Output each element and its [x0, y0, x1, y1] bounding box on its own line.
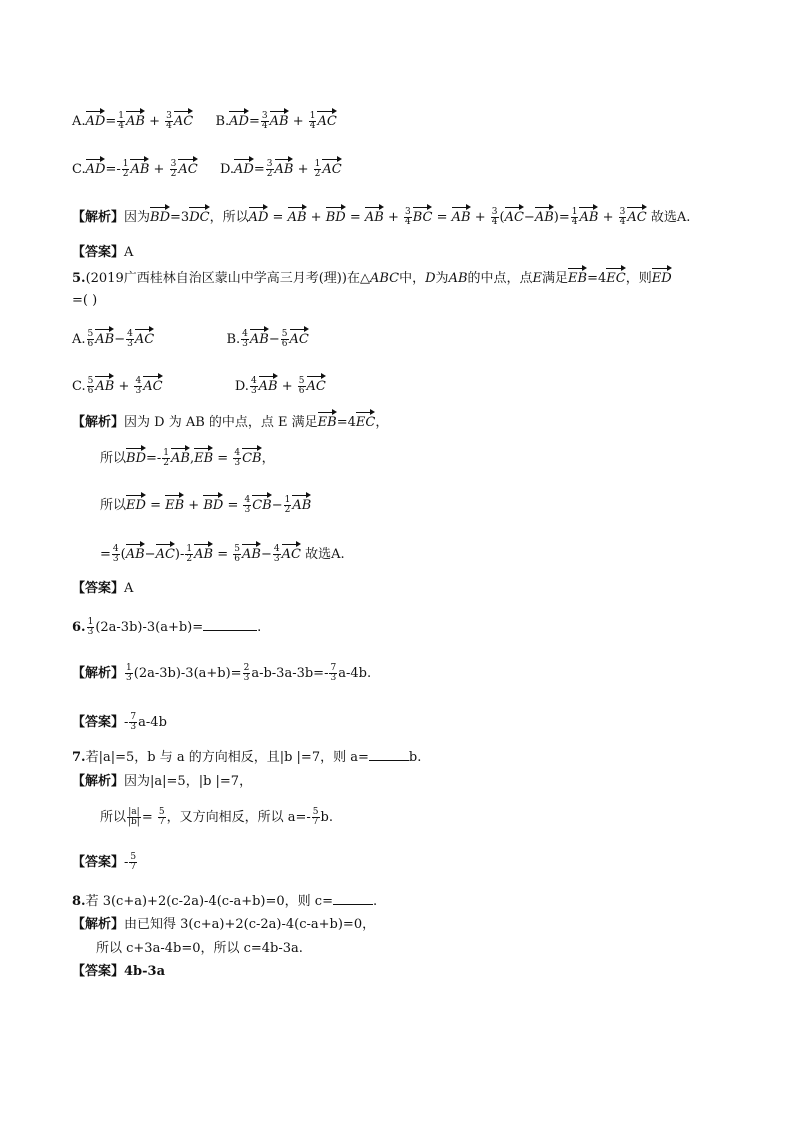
q6-blank[interactable] [203, 618, 257, 631]
q4-options-ab: A.AD= $\frac{1}{4}$ AB + $\frac{3}{4}$ AC B.AD= $\frac{3}{4}$ AB + $\frac{1}{4}$ AC [72, 111, 337, 131]
q5-stem-tail: =( ) [72, 293, 98, 308]
q5-analysis-1: 【解析】因为 D 为 AB 的中点，点 E 满足EB=4EC， [72, 411, 388, 432]
q8-stem: 8.若 3(c+a)+2(c-2a)-4(c-a+b)=0，则 c= . [72, 894, 378, 909]
q4-opt-a-label: A. [72, 114, 86, 129]
q8-analysis-1: 【解析】由已知得 3(c+a)+2(c-2a)-4(c-a+b)=0， [72, 917, 376, 932]
q4-analysis: 【解析】因为BD=3DC，所以AD = AB + BD = AB + $\frac{3}{4}$ BC = AB + $\frac{3}{4}$ (AC−AB)= $\frac{1}{4}$ AB + $\frac{3}{4}$ AC 故选A. [72, 207, 691, 227]
q4-answer-label: 【答案】 [72, 245, 125, 260]
q5-source: (2019广西桂林自治区蒙山中学高三月考(理)) [85, 271, 347, 286]
q5-analysis-4: = $\frac{4}{3}$ (AB−AC)- $\frac{1}{2}$ AB = $\frac{5}{6}$ AB− $\frac{4}{3}$ AC 故选A. [100, 544, 345, 564]
q4-analysis-label: 【解析】 [72, 210, 125, 225]
q5-answer: 【答案】A [72, 581, 134, 596]
q8-analysis-2: 所以 c+3a-4b=0，所以 c=4b-3a. [96, 941, 303, 956]
q4-opt-c-label: C. [72, 162, 86, 177]
q6-answer: 【答案】- $\frac{7}{3}$ a-4b [72, 712, 167, 732]
q8-blank[interactable] [333, 892, 373, 905]
q5-number: 5. [72, 271, 86, 286]
q4-answer-value: A [124, 245, 134, 260]
q7-blank[interactable] [369, 748, 409, 761]
q4-opt-d-label: D. [219, 162, 235, 177]
q7-answer: 【答案】- $\frac{5}{7}$ [72, 852, 137, 872]
q5-options-ab: A. $\frac{5}{6}$ AB− $\frac{4}{3}$ AC B. $\frac{4}{3}$ AB− $\frac{5}{6}$ AC [72, 329, 309, 349]
q5-stem: 5.(2019广西桂林自治区蒙山中学高三月考(理))在△ABC中，D为AB的中点，点E满足EB=4EC，则ED [72, 267, 672, 288]
q4-answer [72, 244, 133, 262]
q5-options-cd: C. $\frac{5}{6}$ AB + $\frac{4}{3}$ AC D. $\frac{4}{3}$ AB + $\frac{5}{6}$ AC [72, 376, 326, 396]
q5-analysis-3: 所以ED = EB + BD = $\frac{4}{3}$ CB− $\frac{1}{2}$ AB [100, 495, 312, 515]
q7-analysis-1: 【解析】因为|a|=5，|b |=7， [72, 774, 253, 789]
q6-analysis: 【解析】 $\frac{1}{3}$ (2a-3b)-3(a+b)= $\frac{2}{3}$ a-b-3a-3b=- $\frac{7}{3}$ a-4b. [72, 663, 372, 683]
q6-stem: 6. $\frac{1}{3}$ (2a-3b)-3(a+b)= . [72, 617, 262, 637]
q7-analysis-2: 所以 $\frac{|a|}{|b|}$ = $\frac{5}{7}$ ，又方向相反，所以 a=- $\frac{5}{7}$ b. [100, 807, 333, 827]
q8-answer: 【答案】4b-3a [72, 964, 166, 979]
q4-options-cd: C.AD=- $\frac{1}{2}$ AB + $\frac{3}{2}$ AC D.AD= $\frac{3}{2}$ AB + $\frac{1}{2}$ AC [72, 159, 342, 179]
q5-analysis-2: 所以BD=- $\frac{1}{2}$ AB,EB = $\frac{4}{3}$ CB， [100, 448, 275, 468]
q7-stem: 7.若|a|=5，b 与 a 的方向相反，且|b |=7，则 a= b. [72, 750, 422, 765]
q4-opt-b-label: B. [215, 114, 230, 129]
